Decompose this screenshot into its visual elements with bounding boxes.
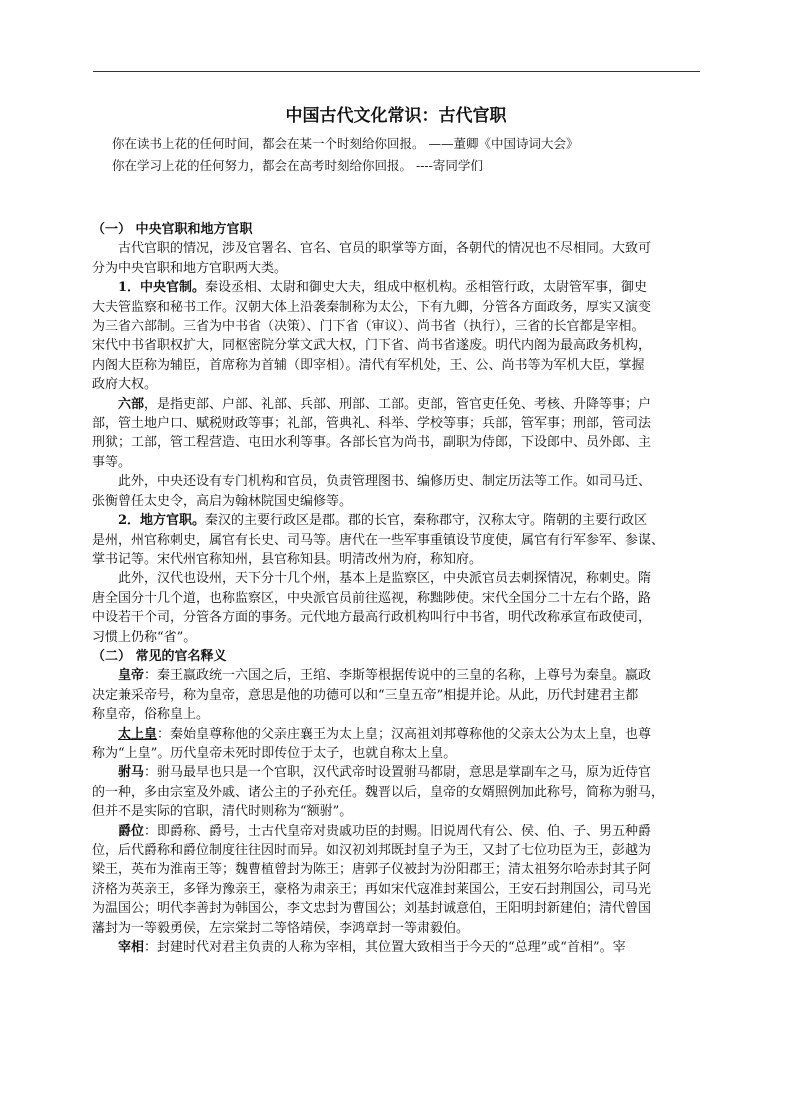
text-line: 分为中央官职和地方官职两大类。 [92, 260, 288, 276]
term-label: 太上皇 [118, 726, 158, 742]
text-line: 位，后代爵称和爵位制度往往因时而异。如汉初刘邦既封皇子为王，又封了七位功臣为王，彭越为 [92, 843, 652, 858]
text-line: 此外，中央还设有专门机构和官员，负责管理图书、编修历史、制定历法等工作。如司马迁、 [118, 474, 652, 490]
text-line: 掌书记等。宋代州官称知州，县官称知县。明清改州为府，称知府。 [92, 551, 483, 567]
term-label: 爵位 [118, 823, 145, 839]
text-line: 大夫管监察和秘书工作。汉朝大体上沿袭秦制称为太公，下有九卿，分管各方面政务，厚实又演变 [92, 299, 652, 315]
text-line: ：驸马最早也只是一个官职，汉代武帝时设置驸马都尉，意思是掌副车之马，原为近侍官 [144, 765, 652, 781]
text-line: 宋代中书省职权扩大，同枢密院分掌文武大权，门下省、尚书省遂废。明代内阁为最高政务机构， [92, 338, 652, 354]
text-line: 中设若干个司，分管各方面的事务。元代地方最高行政机构叫行中书省，明代改称承宣布政使司， [92, 610, 652, 626]
text-line: ：封建时代对君主负责的人称为宰相，其位置大致相当于今天的“总理”或“首相”。宰 [144, 940, 626, 956]
paragraph-extra-1 [92, 472, 704, 511]
section-heading-1: （一） 中央官职和地方官职 [92, 222, 253, 237]
text-line: 事等。 [92, 454, 132, 470]
text-line: ：即爵称、爵号，士古代皇帝对贵戚功臣的封赐。旧说周代有公、侯、伯、子、男五种爵 [144, 823, 652, 839]
paragraph-extra-2 [92, 569, 704, 647]
text-line: 梁王，英布为淮南王等；魏曹植曾封为陈王；唐郭子仪被封为汾阳郡王；清太祖努尔哈赤封其子阿 [92, 862, 652, 878]
term-label: 皇帝 [118, 668, 145, 684]
section-heading-2: （二） 常见的官名释义 [92, 648, 227, 664]
document-body [92, 220, 704, 957]
text-line: 的一种，多由宗室及外戚、诸公主的子孙充任。魏晋以后，皇帝的女婿照例加此称号，简称为驸马， [92, 784, 665, 800]
text-line: 唐全国分十几个道，也称监察区，中央派官员前往巡视，称黜陟使。宋代全国分二十左右个路，路 [92, 590, 652, 606]
text-line: 秦汉的主要行政区是郡。郡的长官，秦称郡守，汉称太守。隋朝的主要行政区 [205, 513, 648, 529]
header-rule [93, 71, 700, 72]
text-line: 政府大权。 [92, 377, 158, 393]
text-line: 此外，汉代也设州，天下分十几个州，基本上是监察区，中央派官员去刺探情况，称刺史。隋 [118, 571, 652, 587]
term-label: 驸马 [118, 765, 145, 781]
text-line: 藩封为一等毅勇侯，左宗棠封二等恪靖侯，李鸿章封一等肃毅伯。 [92, 920, 470, 936]
entry-huangdi [92, 666, 704, 724]
text-line: 刑狱；工部，管工程营造、屯田水利等事。各部长官为尚书，副职为侍郎，下设郎中、员外郎、主 [92, 435, 652, 451]
entry-juewei [92, 822, 704, 938]
quote-line-2: 你在学习上花的任何努力，都会在高考时刻给你回报。 ----寄同学们 [112, 158, 483, 173]
text-line: 古代官职的情况，涉及官署名、官名、官员的职掌等方面，各朝代的情况也不尽相同。大致可 [118, 241, 652, 257]
text-line: 决定兼采帝号，称为皇帝，意思是他的功德可以和“三皇五帝”相提并论。从此，历代封建君主都 [92, 687, 639, 703]
term-label: 宰相 [118, 940, 145, 956]
page-title: 中国古代文化常识：古代官职 [285, 106, 507, 126]
paragraph-intro [92, 239, 704, 278]
text-line: 为三省六部制。三省为中书省（决策）、门下省（审议）、尚书省（执行），三省的长官都是宰相。 [92, 319, 645, 335]
text-line: 秦设丞相、太尉和御史大夫，组成中枢机构。丞相管行政，太尉管军事，御史 [205, 280, 648, 296]
text-line: ：秦始皇尊称他的父亲庄襄王为太上皇；汉高祖刘邦尊称他的父亲太公为太上皇，也尊 [157, 726, 652, 742]
term-label: 1．中央官制。 [118, 280, 206, 296]
text-line: 但并不是实际的官职，清代时则称为“额驸”。 [92, 804, 353, 820]
term-label: 六部 [118, 396, 145, 412]
text-line: 部，管土地户口、赋税财政等事；礼部，管典礼、科举、学校等事；兵部，管军事；刑部，管司法 [92, 416, 652, 432]
paragraph-six-ministries [92, 395, 704, 473]
quote-line-1: 你在读书上花的任何时间，都会在某一个时刻给你回报。 ——董卿《中国诗词大会》 [112, 136, 579, 151]
text-line: 习惯上仍称“省”。 [92, 629, 197, 645]
text-line: 内阁大臣称为辅臣，首席称为首辅（即宰相）。清代有军机处，王、公、尚书等为军机大臣，掌握 [92, 357, 645, 373]
text-line: ，是指吏部、户部、礼部、兵部、刑部、工部。吏部，管官吏任免、考核、升降等事；户 [144, 396, 652, 412]
entry-fuma [92, 763, 704, 821]
text-line: 张衡曾任太史令，高启为翰林院国史编修等。 [92, 493, 353, 509]
paragraph-central [92, 278, 704, 394]
entry-taishanghuang [92, 725, 704, 764]
text-line: ：秦王嬴政统一六国之后，王绾、李斯等根据传说中的三皇的名称，上尊号为秦皇。嬴政 [144, 668, 652, 684]
text-line: 济格为英亲王，多铎为豫亲王，豪格为肃亲王；再如宋代寇准封莱国公，王安石封荆国公，司马光 [92, 881, 652, 897]
paragraph-local [92, 511, 704, 569]
term-label: 2．地方官职。 [118, 513, 206, 529]
entry-zaixiang [92, 938, 704, 957]
text-line: 为温国公；明代李善封为韩国公，李文忠封为曹国公；刘基封诚意伯，王阳明封新建伯；清代曾国 [92, 901, 652, 917]
text-line: 称皇帝，俗称皇上。 [92, 707, 210, 723]
text-line: 称为“上皇”。历代皇帝未死时即传位于太子，也就自称太上皇。 [92, 745, 457, 761]
text-line: 是州，州官称刺史，属官有长史、司马等。唐代在一些军事重镇设节度使，属官有行军参军、参谋、 [92, 532, 665, 548]
